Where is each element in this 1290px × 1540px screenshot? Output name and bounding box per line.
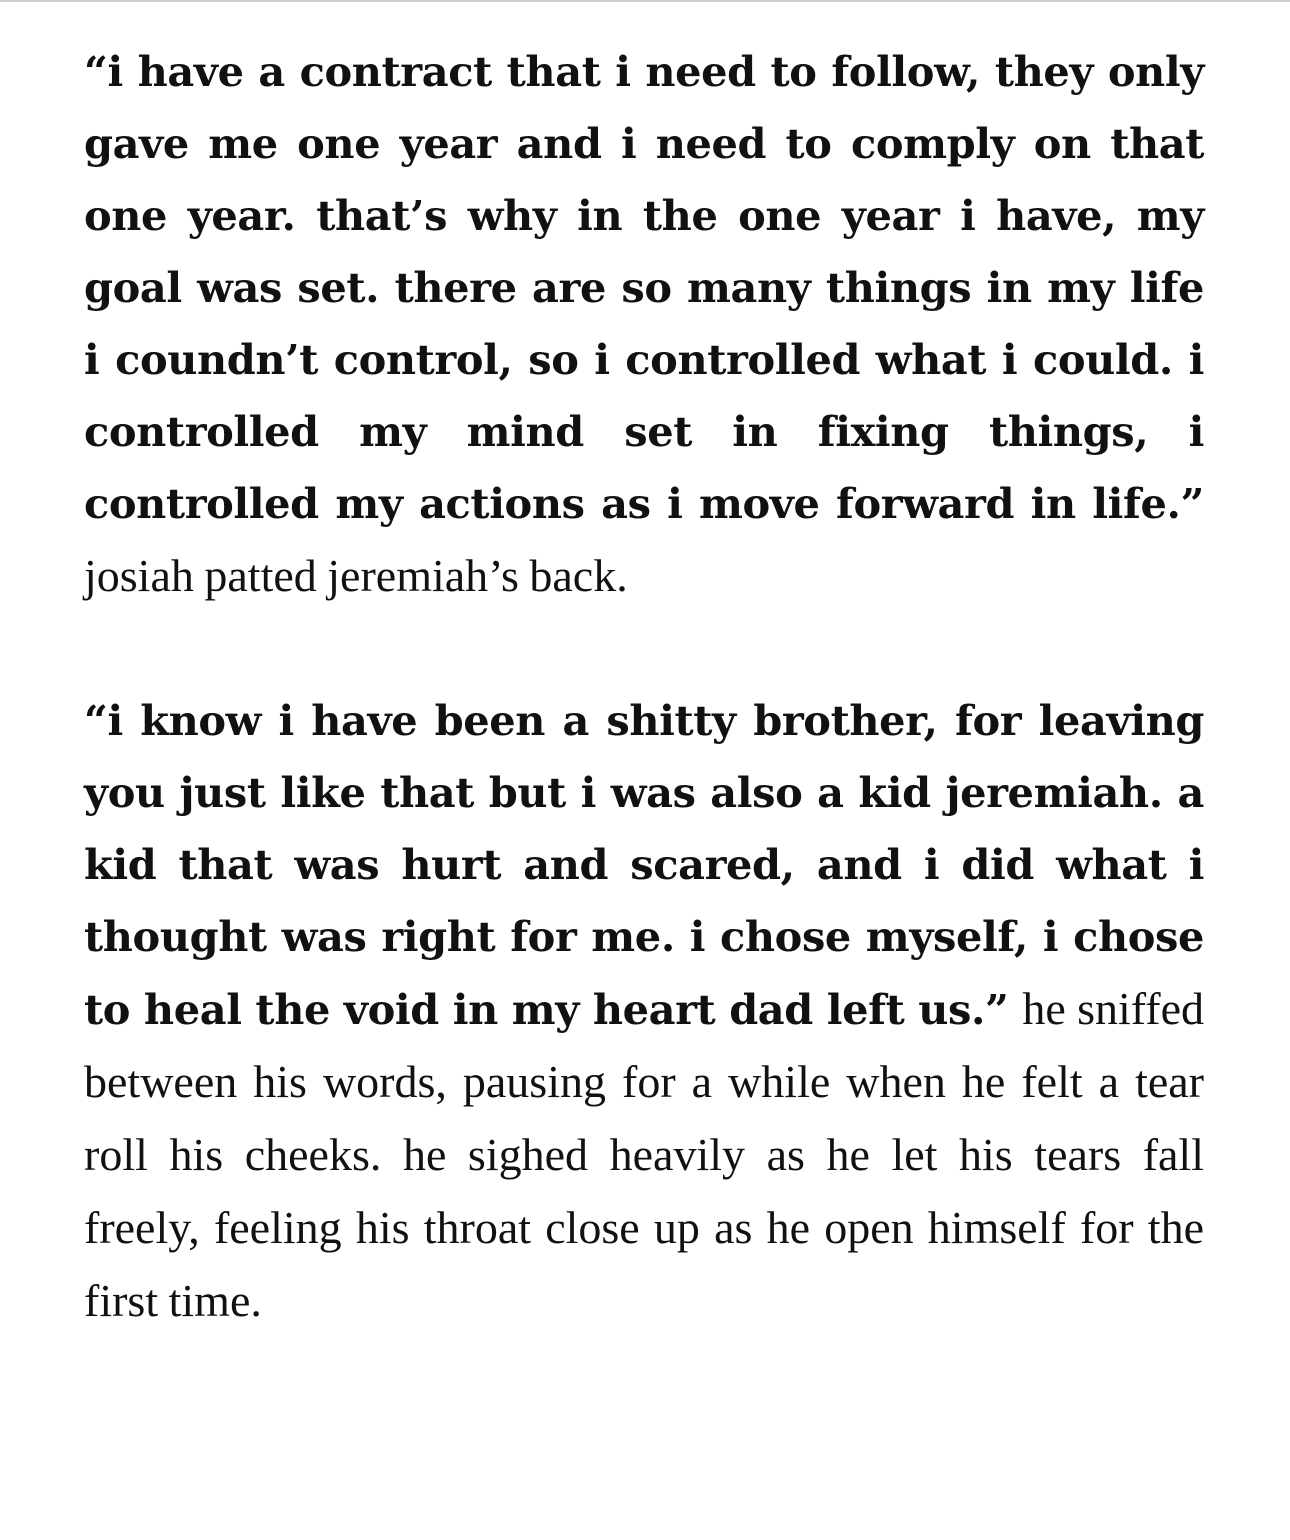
top-divider xyxy=(0,0,1290,2)
paragraph-2-narration: he sniffed between his words, pausing for a while when he felt a tear roll his cheeks. he sighed heavily as he let his tears fall freely, feeling his throat close up as he open himself for the first time. xyxy=(84,983,1204,1326)
paragraph-1-dialogue: “i have a contract that i need to follow, they only gave me one year and i need to comply on that one year. that’s why in the one year i have, my goal was set. there are so many things in my life i coundn’t control, so i controlled what i could. i controlled my mind set in fixing things, i controlled my actions as i move forward in life.” xyxy=(84,47,1204,528)
paragraph-2 xyxy=(84,685,1204,1338)
paragraph-2-dialogue: “i know i have been a shitty brother, for leaving you just like that but i was also a kid jeremiah. a kid that was hurt and scared, and i did what i thought was right for me. i chose myself, i chose to heal the void in my heart dad left us.” xyxy=(84,696,1204,1034)
paragraph-1 xyxy=(84,36,1204,613)
paragraph-1-narration: josiah patted jeremiah’s back. xyxy=(84,550,628,601)
story-text xyxy=(84,36,1204,1338)
